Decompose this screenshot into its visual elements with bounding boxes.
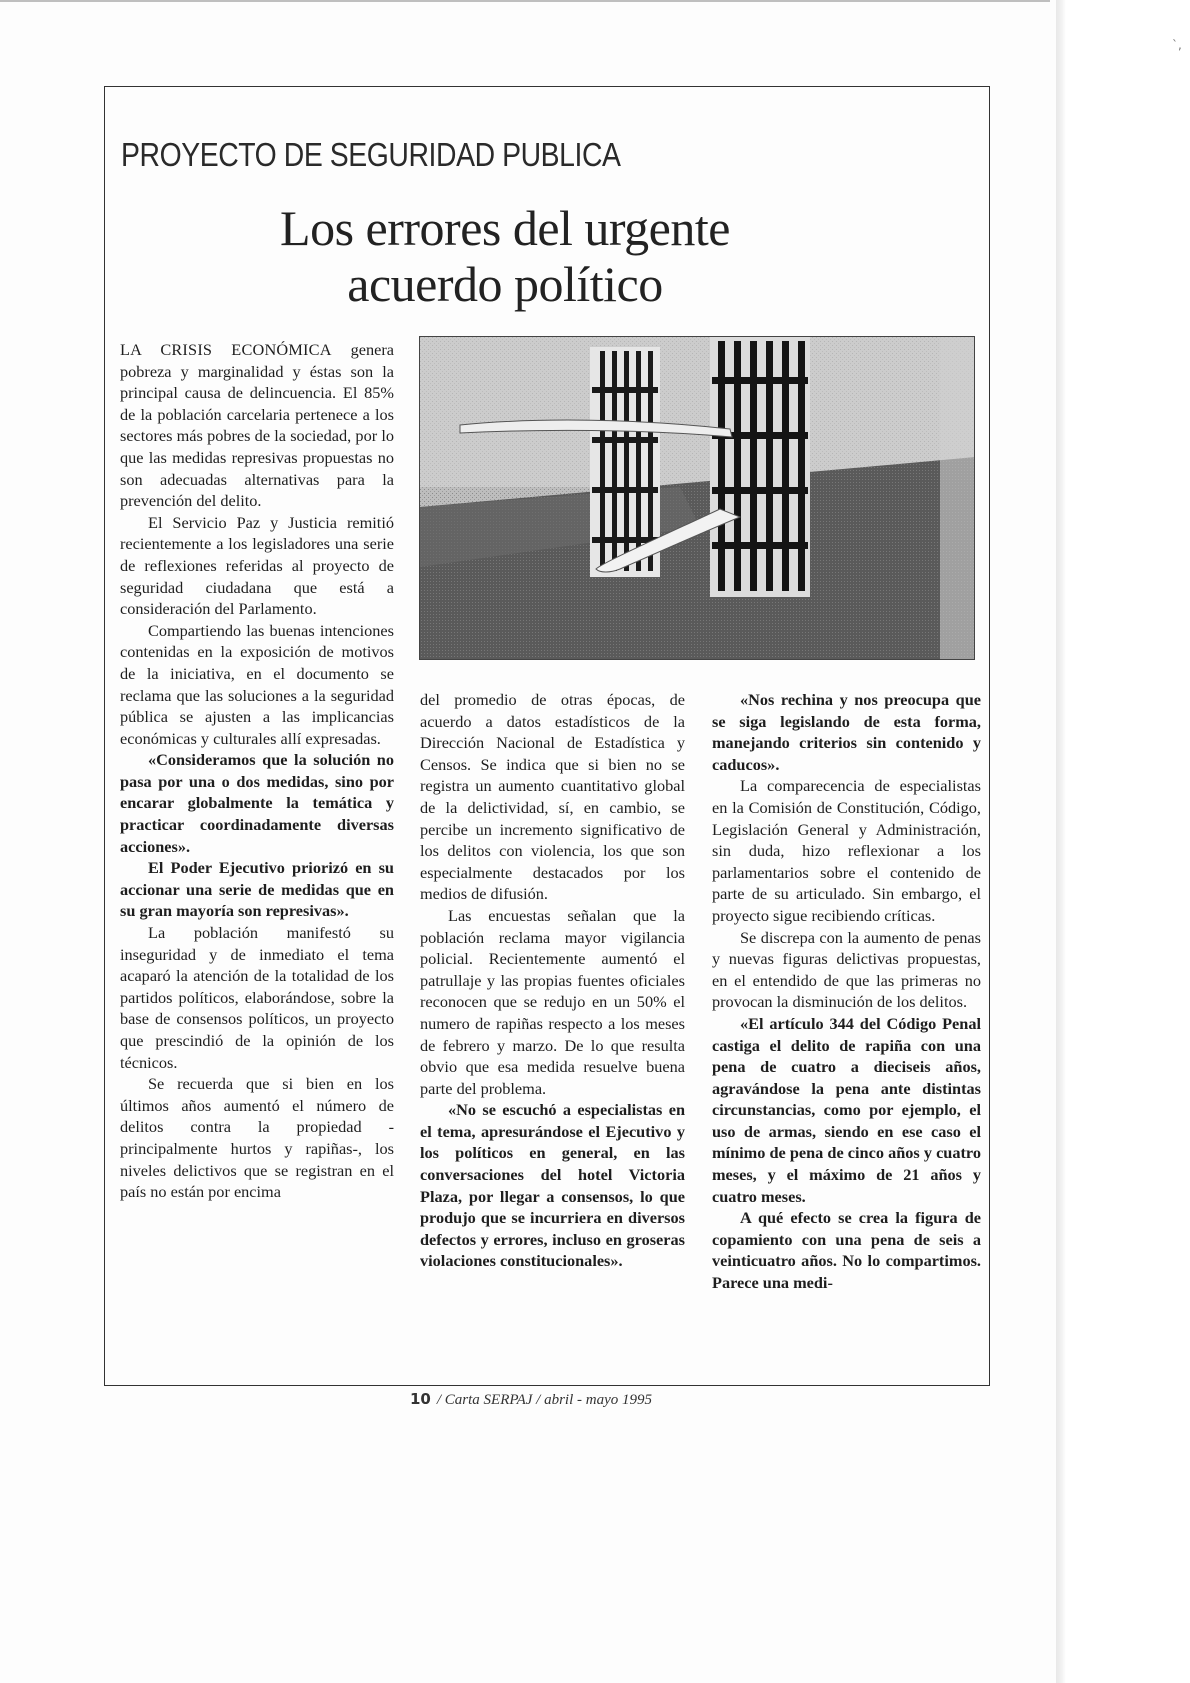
- page-number: 10: [410, 1390, 431, 1408]
- paragraph: LA CRISIS ECONÓMICA genera pobreza y marginalidad y éstas son la principal causa de delincuencia. El 85% de la población carcelaria pertenece a los sectores más pobres de la sociedad, por lo que las medidas represivas propuestas no son adecuadas alternativas para la prevención del delito.: [120, 340, 394, 511]
- article-kicker: PROYECTO DE SEGURIDAD PUBLICA: [121, 136, 621, 173]
- paragraph: La población manifestó su inseguridad y de inmediato el tema acaparó la atención de la totalidad de los partidos políticos, elaborándose, sobre la base de consensos políticos, un proyecto que prescindió de la opinión de los técnicos.: [120, 923, 394, 1072]
- column-2: [420, 689, 685, 1272]
- paragraph: Las encuestas señalan que la población reclama mayor vigilancia policial. Recientemente aumentó el patrullaje y las propias fuentes oficiales reconocen que se redujo en un 50% el numero de rapiñas respecto a los meses de febrero y marzo. De lo que resulta obvio que esa medida resuelve buena parte del problema.: [420, 905, 685, 1098]
- page-footer: [410, 1390, 652, 1409]
- paragraph: La comparecencia de especialistas en la Comisión de Constitución, Código, Legislación General y Administración, sin duda, hizo reflexionar a los parlamentarios sobre el contenido de parte de su articulado. Sin embargo, el proyecto sigue recibiendo críticas.: [712, 776, 981, 925]
- paragraph: Se recuerda que si bien en los últimos años aumentó el número de delitos contra la propiedad - principalmente hurtos y rapiñas-, los niveles delictivos que se registran en el país no están por encima: [120, 1074, 394, 1202]
- column-1: [120, 339, 394, 1203]
- quote-paragraph: «El artículo 344 del Código Penal castiga el delito de rapiña con una pena de cuatro a dieciseis años, agravándose la pena ante distintas circunstancias, como por ejemplo, el uso de armas, siendo en ese caso el mínimo de pena de cinco años y cuatro meses, y el máximo de 21 años y cuatro meses.: [712, 1013, 981, 1206]
- scan-page-edge: [1056, 0, 1190, 1683]
- publication-line: / Carta SERPAJ / abril - mayo 1995: [436, 1392, 653, 1408]
- scan-mark: `,: [1172, 38, 1182, 52]
- quote-paragraph: A qué efecto se crea la figura de copamiento con una pena de seis a veinticuatro años. No lo compartimos. Parece una medi-: [712, 1208, 981, 1293]
- paragraph: Se discrepa con la aumento de penas y nuevas figuras delictivas propuestas, en el entendido de que las primeras no provocan la disminución de los delitos.: [712, 927, 981, 1012]
- quote-paragraph: «No se escuchó a especialistas en el tema, apresurándose el Ejecutivo y los políticos en general, en las conversaciones del hotel Victoria Plaza, por llegar a consensos, lo que produjo que se incurriera en diversos defectos y errores, incluso en groseras violaciones constitucionales».: [420, 1100, 685, 1271]
- article-headline: Los errores del urgente acuerdo político: [280, 200, 730, 312]
- prison-cell-photo: [419, 336, 975, 660]
- paragraph: del promedio de otras épocas, de acuerdo a datos estadísticos de la Dirección Nacional de Estadística y Censos. Se indica que si bien no se registra un aumento cuantitativo global de la delictividad, sí, en cambio, se percibe un incremento significativo de los delitos con violencia, los que son especialmente destacados por los medios de difusión.: [420, 690, 685, 904]
- quote-paragraph: El Poder Ejecutivo priorizó en su accionar una serie de medidas que en su gran mayoría son represivas».: [120, 858, 394, 921]
- column-3: [712, 689, 981, 1294]
- paragraph: Compartiendo las buenas intenciones contenidas en la exposición de motivos de la iniciativa, en el documento se reclama que las soluciones a la seguridad pública se ajusten a las implicancias económicas y culturales allí expresadas.: [120, 620, 394, 748]
- lead-in: LA CRISIS ECONÓMICA: [120, 340, 332, 359]
- quote-paragraph: «Nos rechina y nos preocupa que se siga legislando de esta forma, manejando criterios sin contenido y caducos».: [712, 690, 981, 774]
- paragraph: El Servicio Paz y Justicia remitió recientemente a los legisladores una serie de reflexiones referidas al proyecto de seguridad ciudadana que está a consideración del Parlamento.: [120, 512, 394, 619]
- quote-paragraph: «Consideramos que la solución no pasa por una o dos medidas, sino por encarar globalmente la temática y practicar coordinadamente diversas acciones».: [120, 750, 394, 856]
- scan-top-edge: [0, 0, 1050, 2]
